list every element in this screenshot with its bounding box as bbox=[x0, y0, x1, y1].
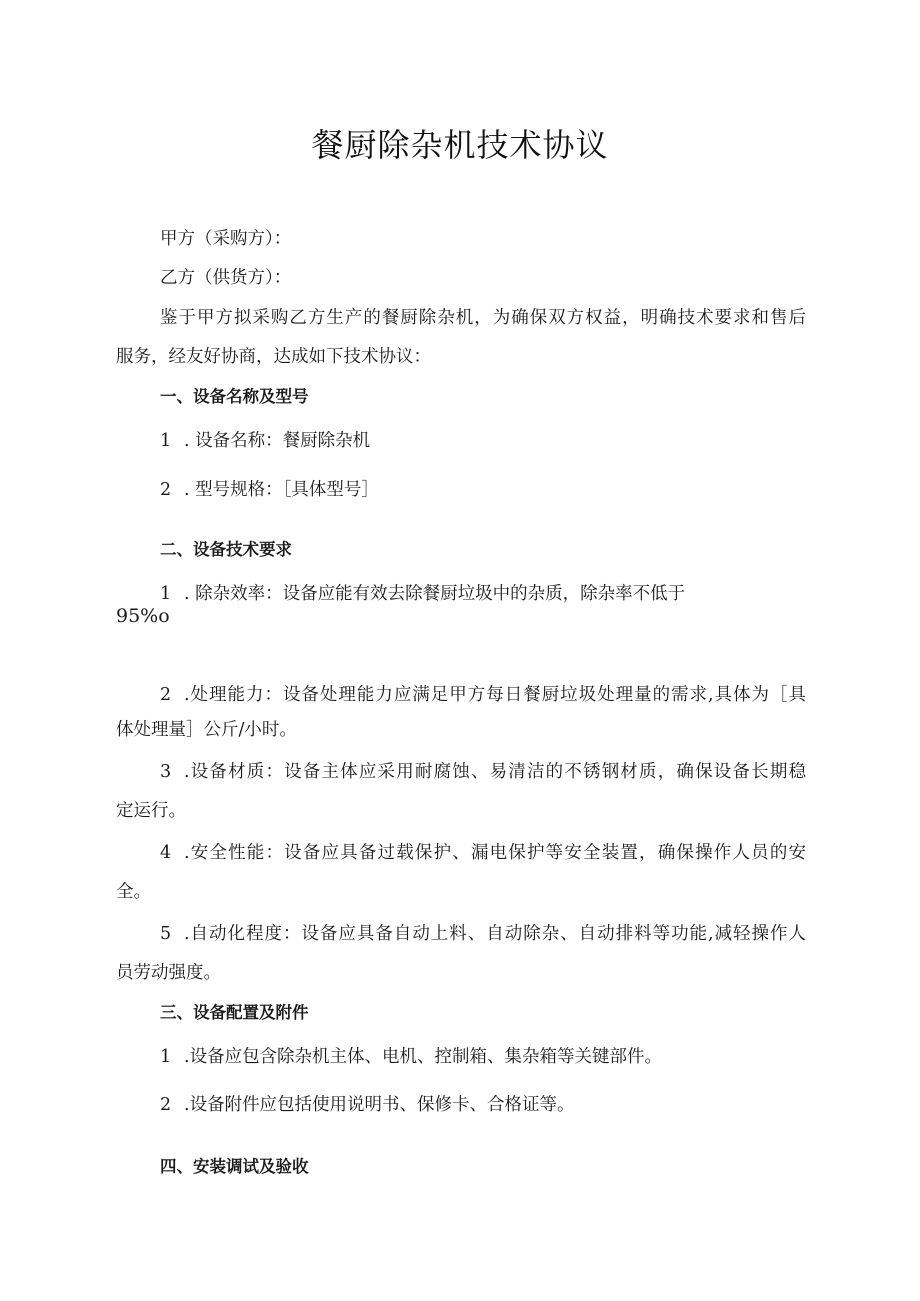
list-item bbox=[160, 762, 806, 782]
intro-paragraph-line-1: 鉴于甲方拟采购乙方生产的餐厨除杂机，为确保双方权益，明确技术要求和售后 bbox=[160, 308, 806, 328]
list-item bbox=[160, 843, 806, 863]
item-text: .安全性能：设备应具备过载保护、漏电保护等安全装置，确保操作人员的安 bbox=[184, 843, 806, 863]
item-continuation: 员劳动强度。 bbox=[116, 963, 221, 983]
item-text: . 型号规格：［具体型号］ bbox=[184, 480, 379, 500]
item-text: .自动化程度：设备应具备自动上料、自动除杂、自动排料等功能,减轻操作人 bbox=[184, 924, 806, 944]
list-item bbox=[160, 1047, 850, 1067]
section-heading: 一、设备名称及型号 bbox=[160, 387, 309, 406]
party-a-line: 甲方（采购方）： bbox=[160, 229, 292, 249]
item-number: 4 bbox=[160, 843, 172, 863]
item-continuation: 定运行。 bbox=[116, 801, 186, 821]
item-number: 2 bbox=[160, 1095, 172, 1115]
item-number: 3 bbox=[160, 762, 172, 782]
item-number: 5 bbox=[160, 924, 172, 944]
item-continuation: 全。 bbox=[116, 882, 151, 902]
item-number: 2 bbox=[160, 480, 172, 500]
list-item bbox=[160, 584, 850, 604]
item-text: . 除杂效率：设备应能有效去除餐厨垃圾中的杂质，除杂率不低于 bbox=[184, 584, 686, 604]
list-item bbox=[160, 480, 850, 500]
item-text: .处理能力：设备处理能力应满足甲方每日餐厨垃圾处理量的需求,具体为［具 bbox=[184, 685, 806, 705]
list-item bbox=[160, 1095, 850, 1115]
item-continuation: 体处理量］公斤/小时。 bbox=[116, 720, 297, 740]
item-continuation: 95%o bbox=[116, 605, 170, 627]
list-item bbox=[160, 924, 806, 944]
item-number: 1 bbox=[160, 584, 172, 604]
list-item bbox=[160, 685, 806, 705]
item-text: . 设备名称：餐厨除杂机 bbox=[184, 431, 371, 451]
item-number: 2 bbox=[160, 685, 172, 705]
section-heading: 二、设备技术要求 bbox=[160, 540, 292, 559]
list-item bbox=[160, 431, 850, 451]
section-heading: 四、安装调试及验收 bbox=[160, 1157, 309, 1176]
item-number: 1 bbox=[160, 1047, 172, 1067]
party-b-line: 乙方（供货方）： bbox=[160, 268, 292, 288]
intro-paragraph-line-2: 服务，经友好协商，达成如下技术协议： bbox=[116, 347, 431, 367]
item-text: .设备应包含除杂机主体、电机、控制箱、集杂箱等关键部件。 bbox=[184, 1047, 663, 1067]
section-heading: 三、设备配置及附件 bbox=[160, 1003, 309, 1022]
document-title: 餐厨除杂机技术协议 bbox=[311, 126, 609, 164]
item-text: .设备附件应包括使用说明书、保修卡、合格证等。 bbox=[184, 1095, 575, 1115]
item-text: .设备材质：设备主体应采用耐腐蚀、易清洁的不锈钢材质，确保设备长期稳 bbox=[184, 762, 806, 782]
item-number: 1 bbox=[160, 431, 172, 451]
